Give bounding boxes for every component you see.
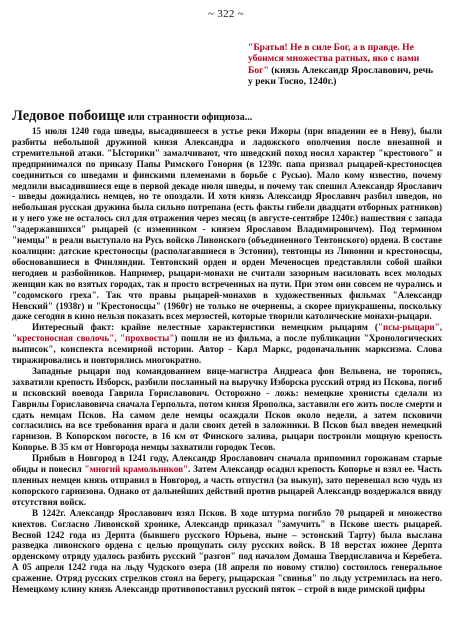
heading-subtitle: или странности официоза... — [125, 112, 253, 123]
paragraph-2-start: Интересный факт: крайне нелестные характеристики немецким рыцарям ( — [32, 322, 378, 333]
paragraph-2-end: ) пошли не из фильма, а после публикации "Хронологических выписок", конспекта всемирной истории. Автор - Карл Маркс, родоначальник марксизма. Слова тиражировались и повторялись многократно. — [12, 333, 442, 366]
epigraph-quote: "Братья! Не в силе Бог, а в правде. Не убоимся множества ратных, яко с нами Бог" — [248, 42, 420, 76]
page-number: ~ 322 ~ — [207, 8, 244, 20]
paragraph-4-red-quote: "многий крамольников" — [84, 464, 189, 475]
epigraph — [248, 42, 440, 87]
section-heading — [12, 108, 442, 125]
paragraph-4-start: Прибыв в Новгород в 1241 году, Александр Ярославович сначала припомнил горожанам старые обиды и повесил — [12, 453, 442, 475]
paragraph-1: 15 июля 1240 года шведы, высадившееся в устье реки Ижоры (при впадении ее в Неву), были разбиты небольшой дружиной князя Александра и ладожского ополчения после внезапной и стремительной атаки. "Ысторики" замалчивают, что шведский поход носил характер "крестового" и предпринимался по приказу Папы Римского Гонория (в 1239г. папа призвал рыцарей-крестоносцев соединиться со шведами и финскими племенами в борьбе с Русью). Мало кому известно, почему медлили высадившиеся еще в первой декаде июля шведы, и почему так спешил Александр Ярославич - шведы дожидались немцев, но те опоздали. И хотя князь Александр Ярославич разбил шведов, но небольшая русская дружина была сильно потрепана (есть факты гибели двадцати отборных ратников) и у него уже не осталось сил для отражения через месяц (в августе-сентябре 1240г.) нашествия с запада "задержавшихся" рыцарей (с изменником - князем Ярославом Владимировичем). Под термином "немцы" в реали выступало на Русь войско Ливонского (объединенного Тевтонского) ордена. В составе коалиции: датские крестоносцы (располагавшиеся в Эстонии), тевтонцы из Ливонии и крестоносцы, обосновавшиеся в Финляндии. Тевтонский орден и орден Меченосцев представляли собой шайки негодяев и разбойников. Например, рыцари-монахи не считали зазорным насиловать всех молодых женщин как во взятых городах, так и просто встреченных на пути. При этом они совсем не чурались и "содомского греха". Так что правы рыцарей-монахов в художественных фильмах "Александр Невский" (1938г) и "Крестоносцы" (1960г) не только не очернены, а скорее приукрашены, поскольку даже сегодня в кино нельзя показать всех мерзостей, которые творили католические монахи-рыцари. — [12, 126, 442, 322]
heading-title: Ледовое побоище — [12, 108, 126, 124]
paragraph-2-red-quote: "псы-рыцари", "крестоносная сволочь", "прохвосты" — [12, 322, 442, 344]
paragraph-4 — [12, 453, 442, 508]
paragraph-5: В 1242г. Александр Ярославович взял Псков. В ходе штурма погибло 70 рыцарей и множество кнехтов. Согласно Ливонской хронике, Александр приказал "замучить" в Пскове шесть рыцарей. Весной 1242 года из Дерпта (бывшего русского Юрьева, ныне – эстонский Тарту) была выслана разведка ливонского ордена с целью прощупать силу русских войск. В 18 верстах южнее Дерпта орденскому отряду удалось разбить русский "разгон" под началом Домаша Твердиславича и Керебета. А 05 апреля 1242 года на льду Чудского озера (18 апреля по новому стилю) состоялось генеральное сражение. Отряд русских стрелков стоял на берегу, рыцарская "свинья" по льду устремилась на него. Немецкому клину князь Александр противопоставил русский пяток – строй в виде римской цифры — [12, 507, 442, 595]
epigraph-attribution: (князь Александр Ярославович, речь у реки Тосно, 1240г.) — [248, 64, 434, 87]
paragraph-2 — [12, 322, 442, 366]
paragraph-3: Западные рыцари под командованием вице-магистра Андреаса фон Вельвена, не торопясь, захватили крепость Изборск, разбили посланный на выручку Изборска русский отряд из Пскова, погиб и псковский воевода Гаврила Гориславович. Осторожно - ложь: немецкие хронисты сделали из Гаврилы Гориславовича сначала Герпольта, потом князя Ярополка, заставили его жить после смерти и сдать немцам Псков. На самом деле немцы осаждали Псков около недели, а затем псковичи согласились на все требования врага и дали своих детей в заложники. В Псков был введен немецкий гарнизон. В Копорском погосте, в 16 км от Финского залива, рыцари построили мощную крепость Копорье. В 35 км от Новгорода немцы захватили городок Тесов. — [12, 365, 442, 453]
body-text — [12, 126, 442, 595]
paragraph-4-end: . Затем Александр осадил крепость Копорье и взял ее. Часть пленных немцев князь отправил в Новгород, а часть отпустил (за выкуп), зато перевешал всю чудь из копорского гарнизона. Однако от дальнейших действий против рыцарей Александр воздержался ввиду отсутствия войск. — [12, 464, 442, 507]
